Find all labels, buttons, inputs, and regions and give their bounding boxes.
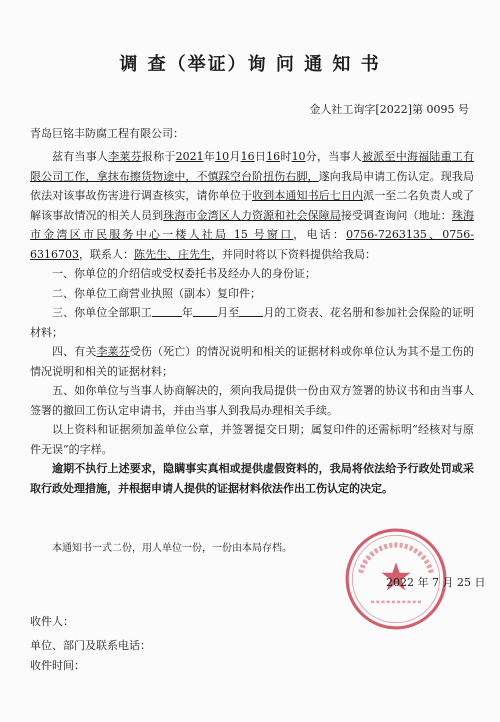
incident-hour: 16 xyxy=(266,150,281,163)
text: 月至 xyxy=(217,306,240,319)
text: 派一至二名负责人或了解该事故情况的相关人员到 xyxy=(30,189,475,222)
text: ，并同时将以下资料提供给我局： xyxy=(211,247,376,261)
signing-date: 2022 年 7 月 25 日 xyxy=(386,576,486,589)
incident-description: 被派至中海福陆重工有限公司工作，拿抹布擦货物途中，不慎踩空台阶扭伤右脚， xyxy=(30,150,475,183)
text: 时 xyxy=(280,150,292,163)
party-name: 李莱芬 xyxy=(108,150,142,163)
bureau-name: 珠海市金湾区人力资源和社会保障局 xyxy=(163,208,341,222)
address: 珠海市金湾区市民服务中心一楼人社局 15 号窗口 xyxy=(30,208,475,241)
item-5: 五、如你单位与当事人协商解决的，须向我局提供一份由双方签署的协议书和由当事人签署的撤回工伤认定申请书，并由当事人到我局办理相关手续。 xyxy=(30,384,474,417)
incident-minute: 10 xyxy=(291,150,306,163)
text: 年 xyxy=(181,306,194,319)
item-2: 二、你单位工商营业执照（副本）复印件； xyxy=(52,286,261,300)
document-number: 金人社工询字[2022]第 0095 号 xyxy=(309,103,469,116)
item-1: 一、你单位的介绍信或受权委托书及经办人的身份证； xyxy=(52,267,316,280)
text: 日 xyxy=(254,150,267,163)
incident-year: 2021 xyxy=(175,150,204,163)
text: ，联系人： xyxy=(79,247,134,261)
warning-paragraph: 逾期不执行上述要求，隐瞒事实真相或提供虚假资料的，我局将依法给予行政处罚或采取行政处理措施，并根据申请人提供的证据材料依法作出工伤认定的决定。 xyxy=(30,462,474,495)
blank-month-from xyxy=(193,304,217,317)
receive-time-label: 收件时间： xyxy=(30,659,85,672)
text: 年 xyxy=(203,150,216,163)
text: 接受调查询问（地址： xyxy=(340,208,452,222)
text: ，电话： xyxy=(293,228,347,241)
text: 受伤（死亡）的情况说明和相关的证据材料或你单位认为其不是工伤的情况说明和相关的证据材料； xyxy=(30,345,475,378)
text: 月的工资表、花名册和参加社会保险的证明材料； xyxy=(30,306,475,339)
notice-body xyxy=(30,147,474,498)
contact-persons: 陈先生、庄先生 xyxy=(134,247,211,261)
text: 三、你单位全部职工 xyxy=(52,306,152,319)
text: 分，当事人 xyxy=(305,150,362,163)
item-6: 以上资料和证据须加盖单位公章，并签署提交日期；属复印件的还需标明“经核对与原件无误”的字样。 xyxy=(30,423,474,456)
recipient-label: 收件人： xyxy=(30,615,74,628)
text: 兹有当事人 xyxy=(52,150,109,163)
incident-month: 10 xyxy=(215,150,230,163)
blank-month-to xyxy=(239,304,263,317)
party-name: 李莱芬 xyxy=(96,345,130,358)
item-4 xyxy=(30,342,474,381)
blank-year xyxy=(152,304,182,317)
text: 月 xyxy=(229,150,241,163)
text: 报称于 xyxy=(141,150,176,163)
item-3 xyxy=(30,303,474,342)
text: 四、有关 xyxy=(52,345,97,358)
copies-note: 本通知书一式二份，用人单位一份，一份由本局存档。 xyxy=(52,543,292,554)
paragraph-main xyxy=(30,147,474,264)
incident-day: 16 xyxy=(240,150,255,163)
document-title: 调 查（举证）询 问 通 知 书 xyxy=(119,54,381,75)
addressee: 青岛巨铭丰防腐工程有限公司： xyxy=(30,127,184,140)
phone-numbers: 0756-7263135、0756-6316703 xyxy=(30,228,474,261)
deadline: 收到本通知书后七日内 xyxy=(252,189,364,202)
unit-contact-label: 单位、部门及联系电话： xyxy=(30,639,151,652)
text: 遂向我局申请工伤认定。现我局依法对该事故伤害进行调查核实，请你单位于 xyxy=(30,169,475,202)
